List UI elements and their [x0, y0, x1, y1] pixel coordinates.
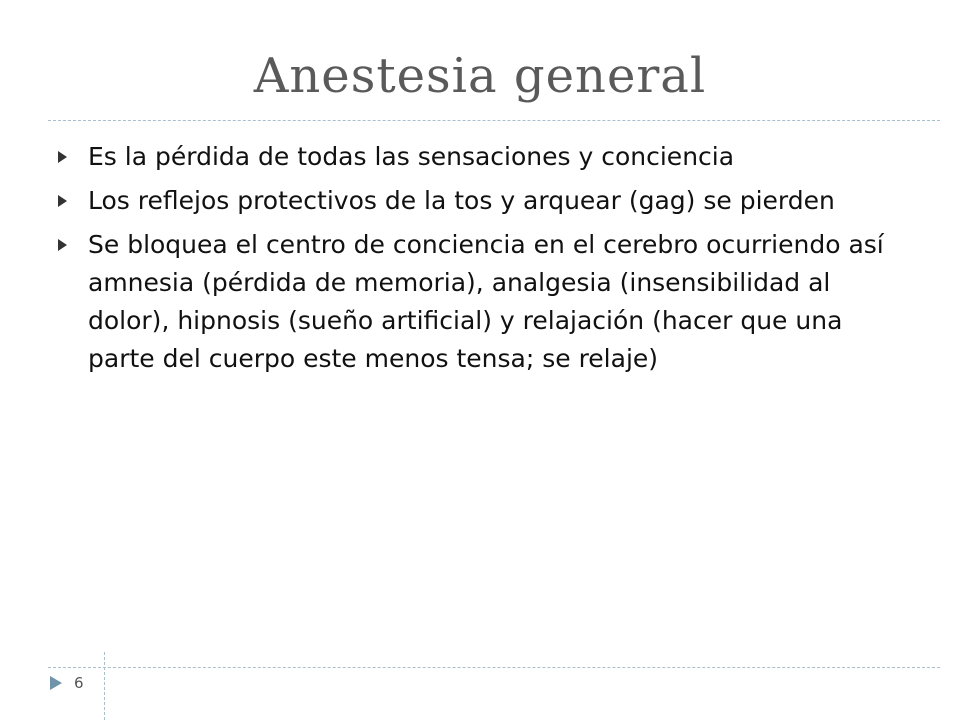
triangle-bullet-icon [58, 151, 67, 163]
triangle-bullet-icon [58, 239, 67, 251]
bullet-item [58, 182, 896, 220]
bullet-list [58, 138, 896, 378]
slide-title: Anestesia general [253, 48, 707, 104]
footer-vertical-divider [104, 652, 105, 720]
bullet-item [58, 226, 896, 378]
footer-divider [48, 667, 940, 668]
triangle-bullet-icon [58, 195, 67, 207]
bullet-item [58, 138, 896, 176]
bullet-text: Es la pérdida de todas las sensaciones y conciencia [88, 142, 735, 171]
title-divider [48, 120, 940, 121]
page-number: 6 [74, 674, 84, 692]
bullet-text: Los reflejos protectivos de la tos y arquear (gag) se pierden [88, 186, 835, 215]
slide-content [58, 138, 896, 384]
bullet-text: Se bloquea el centro de conciencia en el cerebro ocurriendo así amnesia (pérdida de memoria), analgesia (insensibilidad al dolor), hipnosis (sueño artificial) y relajación (hacer que una parte del cuerpo este menos tensa; se relaje) [88, 230, 884, 373]
footer-arrow-icon [50, 676, 62, 690]
